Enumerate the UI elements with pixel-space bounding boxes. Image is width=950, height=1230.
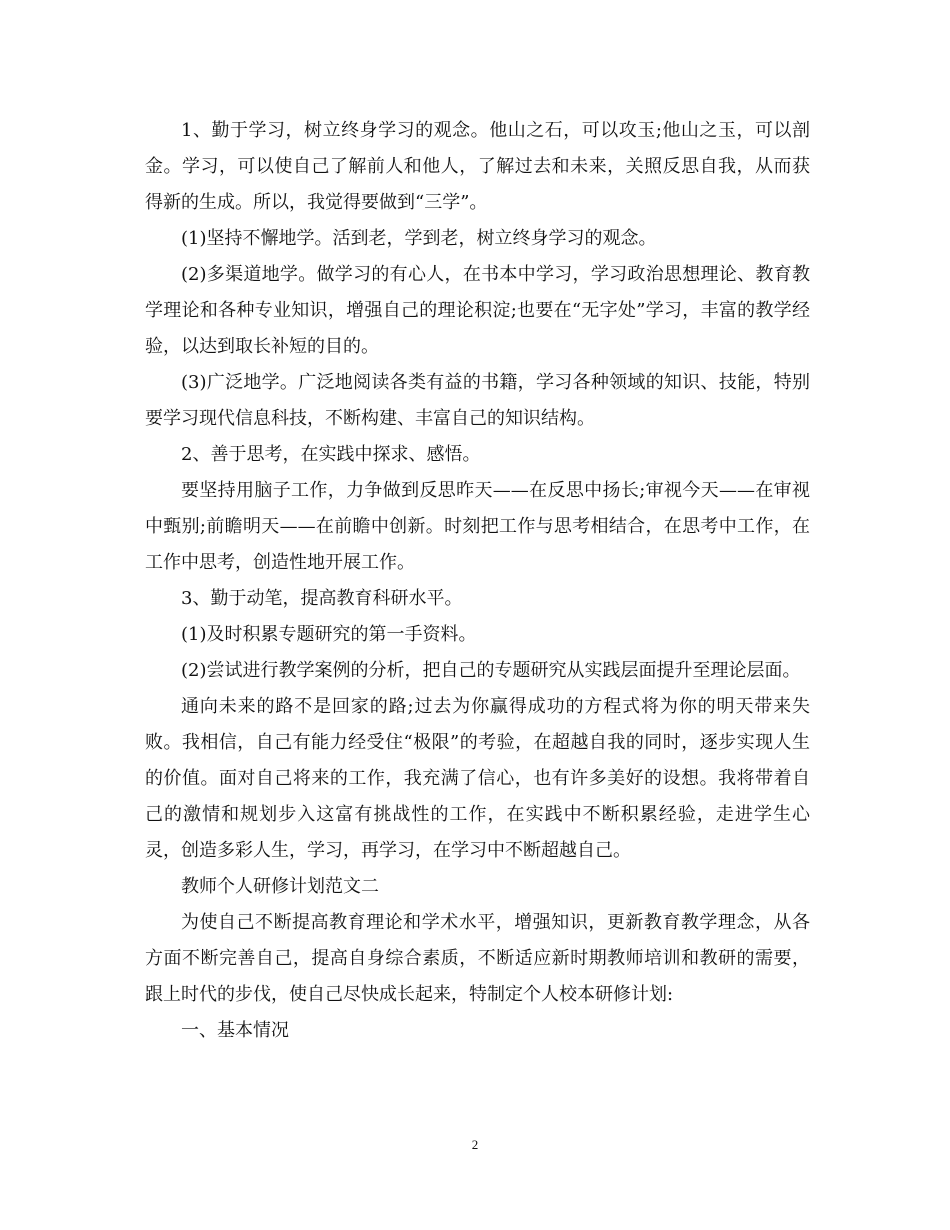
- paragraph-learning-diligence: 1、勤于学习，树立终身学习的观念。他山之石，可以攻玉;他山之玉，可以剖金。学习，可以使自己了解前人和他人，了解过去和未来，关照反思自我，从而获得新的生成。所以，我觉得要做到“三学”。: [145, 120, 810, 213]
- paragraph-case-analysis: (2)尝试进行教学案例的分析，把自己的专题研究从实践层面提升至理论层面。: [181, 660, 801, 681]
- paragraph-broad-learning: (3)广泛地学。广泛地阅读各类有益的书籍，学习各种领域的知识、技能，特别要学习现代信息科技，不断构建、丰富自己的知识结构。: [145, 372, 810, 429]
- section-heading-sample-two: 教师个人研修计划范文二: [181, 876, 379, 897]
- document-body: [145, 113, 810, 1049]
- paragraph-multi-channel-learning: (2)多渠道地学。做学习的有心人，在书本中学习，学习政治思想理论、教育教学理论和各种专业知识，增强自己的理论积淀;也要在“无字处”学习，丰富的教学经验，以达到取长补短的目的。: [145, 264, 810, 357]
- paragraph-good-thinking: 2、善于思考，在实践中探求、感悟。: [181, 444, 481, 465]
- paragraph-plan-purpose: 为使自己不断提高教育理论和学术水平，增强知识，更新教育教学理念，从各方面不断完善自己，提高自身综合素质，不断适应新时期教师培训和教研的需要，跟上时代的步伐，使自己尽快成长起来，特制定个人校本研修计划:: [145, 912, 810, 1005]
- section-heading-basic-info: 一、基本情况: [181, 1020, 289, 1041]
- paragraph-persistent-learning: (1)坚持不懈地学。活到老，学到老，树立终身学习的观念。: [181, 228, 657, 249]
- page-number: 2: [471, 1137, 479, 1152]
- paragraph-future-outlook: 通向未来的路不是回家的路;过去为你赢得成功的方程式将为你的明天带来失败。我相信，自己有能力经受住“极限”的考验，在超越自我的同时，逐步实现人生的价值。面对自己将来的工作，我充满了信心，也有许多美好的设想。我将带着自己的激情和规划步入这富有挑战性的工作，在实践中不断积累经验，走进学生心灵，创造多彩人生，学习，再学习，在学习中不断超越自己。: [145, 696, 810, 861]
- paragraph-writing-research: 3、勤于动笔，提高教育科研水平。: [181, 588, 463, 609]
- paragraph-reflection: 要坚持用脑子工作，力争做到反思昨天——在反思中扬长;审视今天——在审视中甄别;前瞻明天——在前瞻中创新。时刻把工作与思考相结合，在思考中工作，在工作中思考，创造性地开展工作。: [145, 480, 810, 573]
- paragraph-collect-materials: (1)及时积累专题研究的第一手资料。: [181, 624, 477, 645]
